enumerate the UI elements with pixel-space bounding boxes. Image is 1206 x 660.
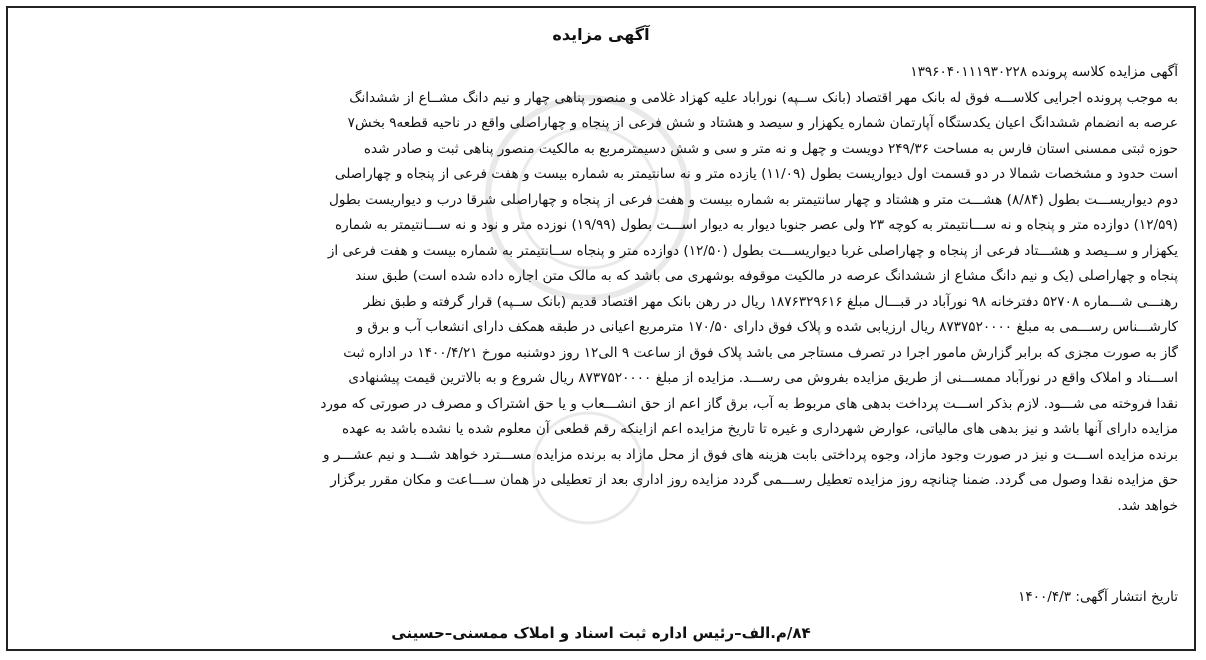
body-line: (۱۲/۵۹) دوازده متر و پنجاه و نه ســـانتیمتر به کوچه ۲۳ ولی عصر جنوبا دیوار به دیوار اســـت بطول (۱۹/۹۹) نوزده متر و نود و نه ســـانتیمتر به شماره: [335, 217, 1178, 233]
body-line: دوم دیواریســـت بطول (۸/۸۴) هشـــت متر و هشتاد و چهار سانتیمتر به شماره بیست و هفت فرعی از پنجاه و چهاراصلی شرقا درب و دیواریست بطول: [328, 191, 1178, 208]
body-line: آگهی مزایده کلاسه پرونده ۱۳۹۶۰۴۰۱۱۱۹۳۰۲۲۸: [910, 64, 1178, 80]
body-line: عرصه به انضمام ششدانگ اعیان یکدستگاه آپارتمان شماره یکهزار و سیصد و هشتاد و شش فرعی از پنجاه و چهاراصلی واقع در ناحیه قطعه۹ بخش۷: [347, 115, 1178, 131]
publication-date: تاریخ انتشار آگهی: ۱۴۰۰/۴/۳: [1018, 589, 1178, 605]
body-line: نقدا فروخته می شـــود. لازم بذکر اســـت پرداخت بدهی های مربوط به آب، برق گاز اعم از حق انشـــعاب و یا حق اشتراک و مصرف در صورتی که مورد: [320, 395, 1178, 412]
body-line: مزایده دارای آنها باشد و نیز بدهی های مالیاتی، عوارض شهرداری و غیره تا تاریخ مزایده اعم ازاینکه رقم قطعی آن معلوم شده یا نشده باشد به عهده: [341, 421, 1178, 437]
body-line: است حدود و مشخصات شمالا در دو قسمت اول دیواریست بطول (۱۱/۰۹) یازده متر و نه سانتیمتر به شماره بیست و هفت فرعی از پنجاه و چهاراصلی: [334, 166, 1178, 182]
body-line: گاز به صورت مجزی که برابر گزارش مامور اجرا در تصرف مستاجر می باشد پلاک فوق از ساعت ۹ الی۱۲ روز دوشنبه مورخ ۱۴۰۰/۴/۲۱ در اداره ثبت: [343, 344, 1178, 361]
signature: ۸۴/م.الف–رئیس اداره ثبت اسناد و املاک ممسنی–حسینی: [391, 624, 811, 642]
body-line: رهنـــی شـــماره ۵۲۷۰۸ دفترخانه ۹۸ نورآباد در قبـــال مبلغ ۱۸۷۶۳۲۹۶۱۶ ریال در رهن بانک مهر اقتصاد قدیم (بانک ســپه) قرار گرفته و طبق نظر: [363, 293, 1178, 310]
body-line: حوزه ثبتی ممسنی استان فارس به مساحت ۲۴۹/۳۶ دویست و چهل و نه متر و سی و شش دسیمترمربع به مالکیت منصور پناهی ثبت و صادر شده: [363, 140, 1178, 157]
body-line: حق مزایده نقدا وصول می گردد. ضمنا چنانچه روز مزایده تعطیل رســـمی گردد مزایده روز اداری بعد از تعطیلی در همان ســـاعت و مکان مقرر برگزار: [330, 472, 1178, 488]
notice-body: [24, 60, 1178, 519]
body-line: یکهزار و ســیصد و هشـــتاد فرعی از پنجاه و چهاراصلی غربا دیواریســـت بطول (۱۲/۵۰) دوازده متر و پنجاه ســانتیمتر به شماره بیست و هفت فرعی از: [327, 242, 1178, 259]
body-line: اســـناد و املاک واقع در نورآباد ممســـنی از طریق مزایده بفروش می رســـد. مزایده از مبلغ ۸۷۳۷۵۲۰۰۰۰ ریال شروع و به بالاترین قیمت پیشنهادی: [348, 370, 1178, 386]
notice-title: آگهی مزایده: [552, 25, 650, 44]
body-line: پنجاه و چهاراصلی (یک و نیم دانگ مشاع از ششدانگ عرصه در مالکیت موقوفه بوشهری می باشد که به مالک متن اجاره داده شده است) طبق سند: [355, 268, 1178, 284]
auction-notice: [6, 6, 1196, 651]
body-line: خواهد شد.: [1117, 497, 1178, 514]
body-line: کارشـــناس رســـمی به مبلغ ۸۷۳۷۵۲۰۰۰۰ ریال ارزیابی شده و پلاک فوق دارای ۱۷۰/۵۰ مترمربع اعیانی در طبقه همکف دارای انشعاب آب و برق و: [356, 319, 1178, 335]
body-line: به موجب پرونده اجرایی کلاســـه فوق له بانک مهر اقتصاد (بانک ســپه) نوراباد علیه کهزاد غلامی و منصور پناهی چهار و نیم دانگ مشــاع از ششدانگ: [349, 89, 1178, 106]
body-line: برنده مزایده اســـت و نیز در صورت وجود مازاد، وجوه پرداختی بابت هزینه های فوق از محل مازاد به برنده مزایده مســـترد خواهد شـــد و نیم عشـــر و: [322, 446, 1178, 463]
